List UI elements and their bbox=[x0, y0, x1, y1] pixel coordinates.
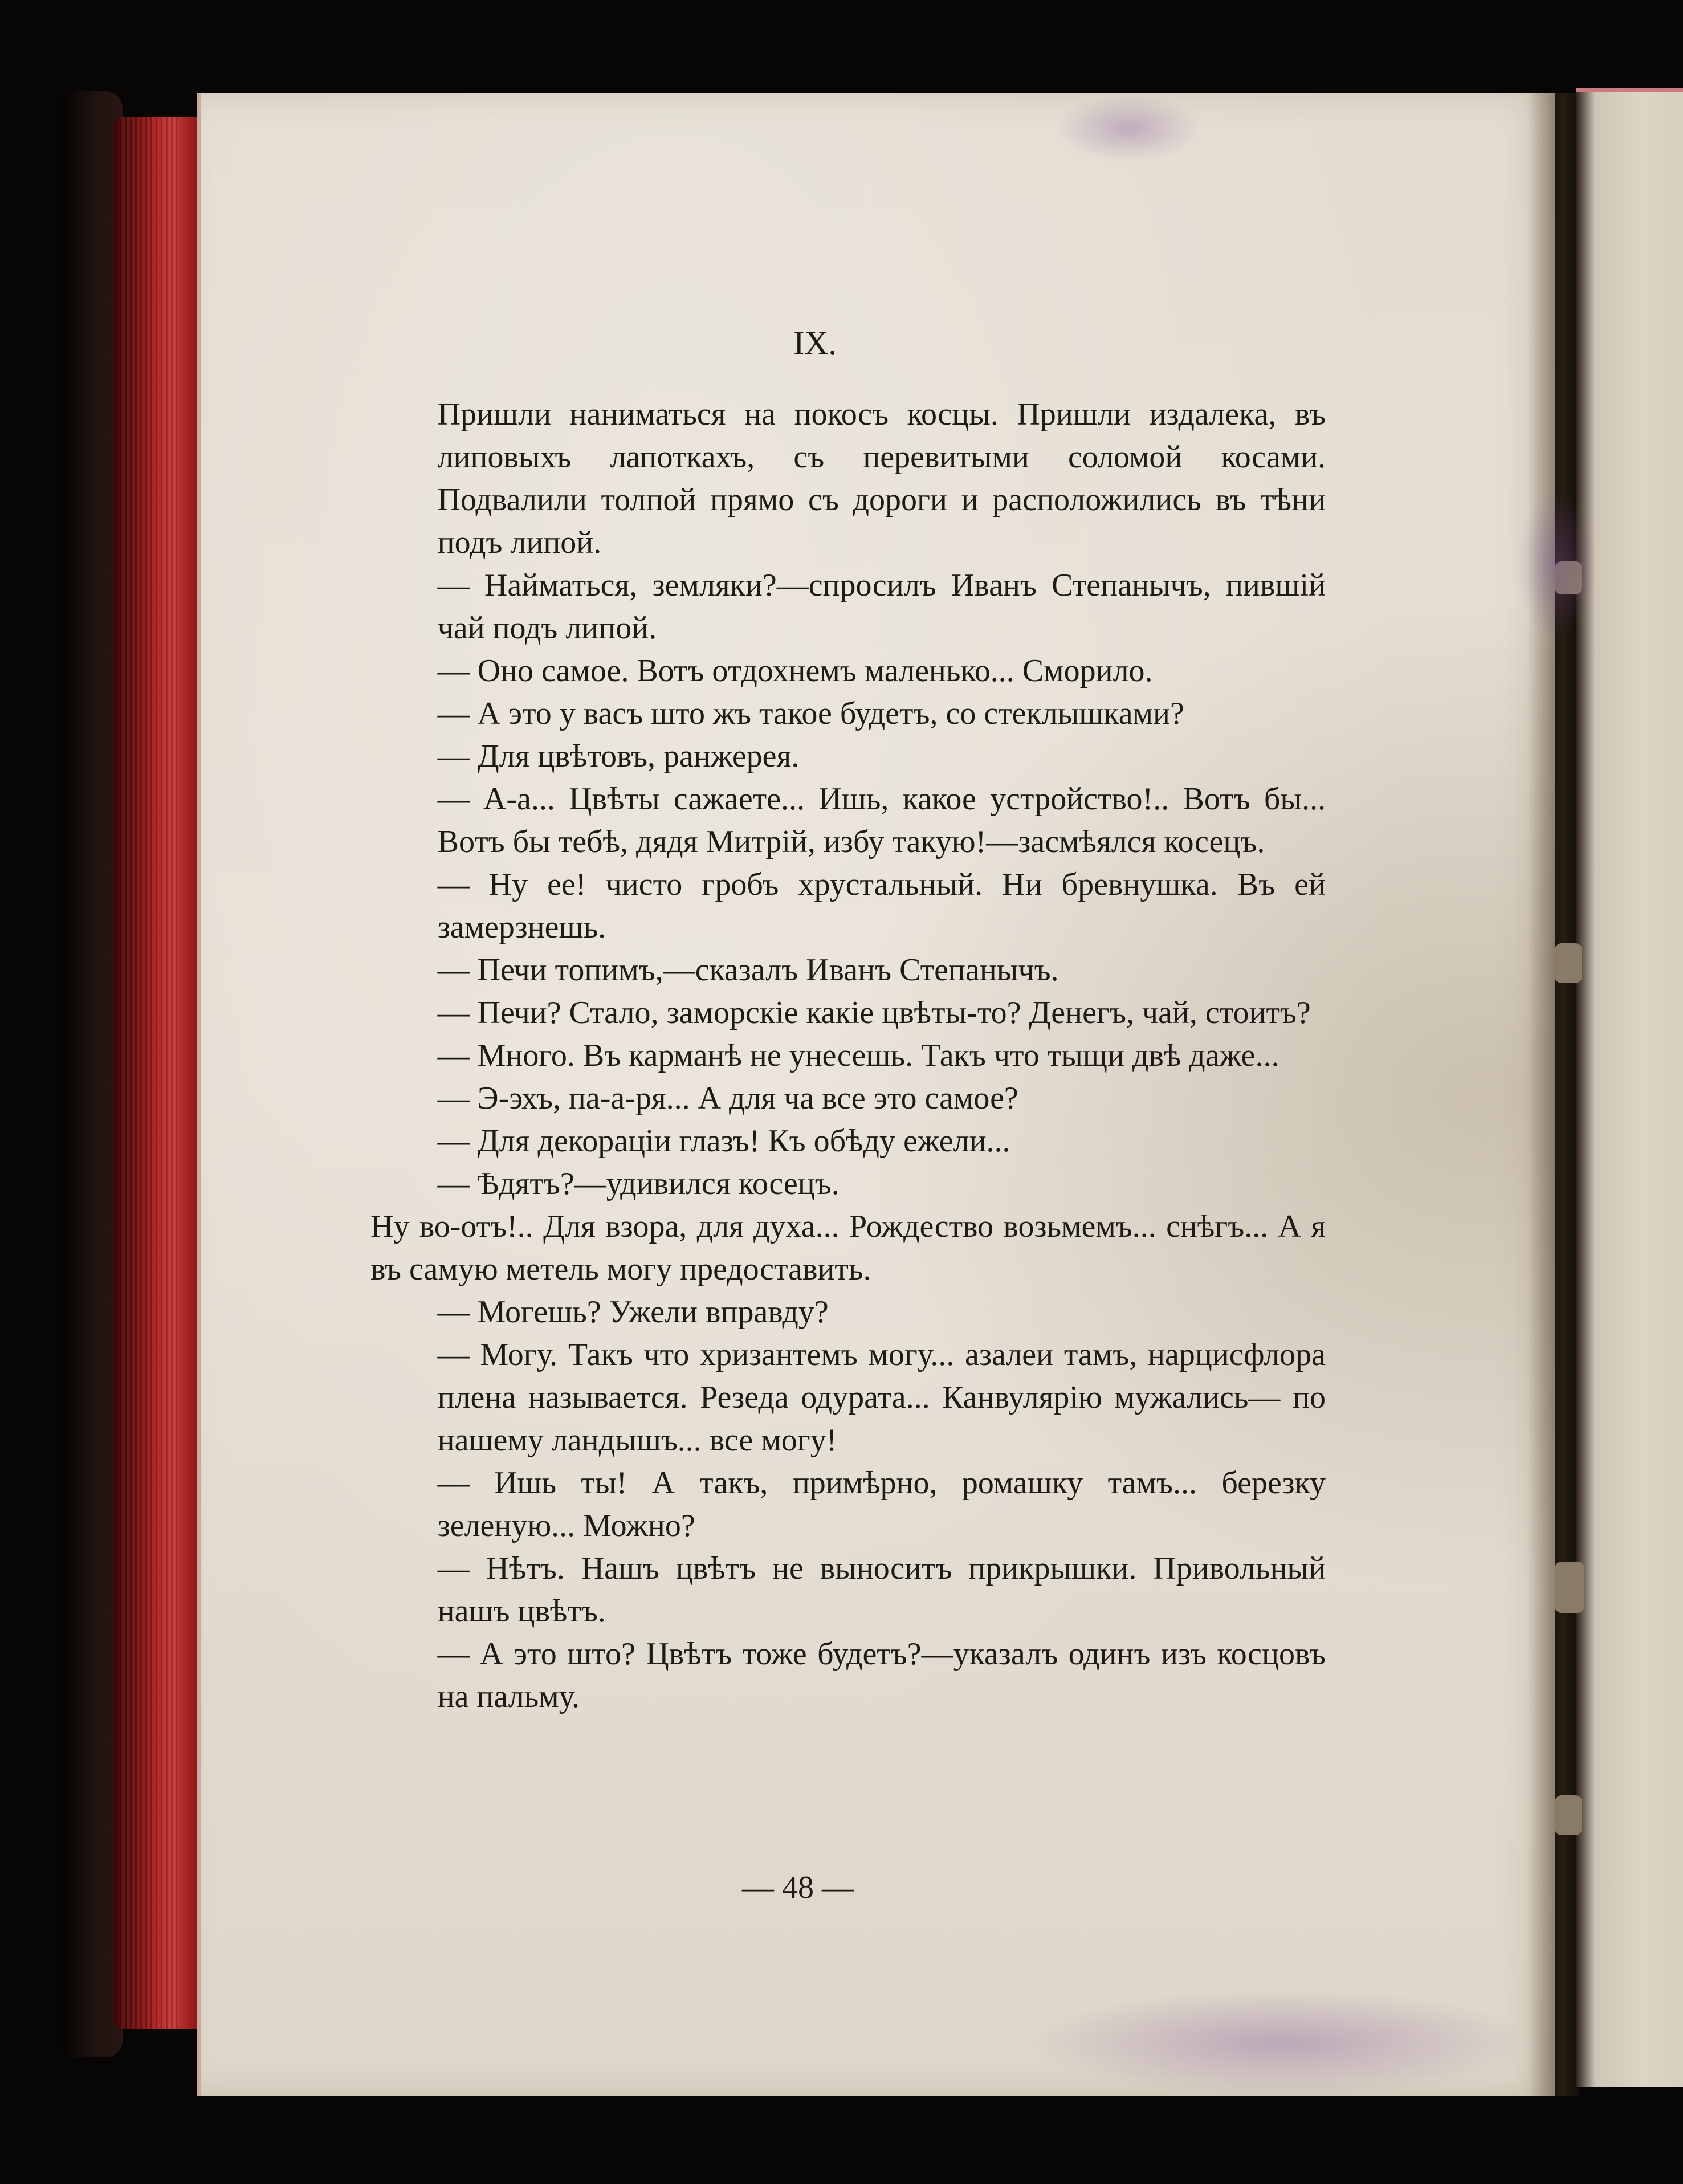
paragraph: — Ишь ты! А такъ, примѣрно, ромашку тамъ... березку зеленую... Можно? bbox=[437, 1465, 1326, 1543]
ink-stain bbox=[1054, 94, 1203, 162]
paragraph: — Ну ее! чисто гробъ хрустальный. Ни бревнушка. Въ ей замерзнешь. bbox=[437, 867, 1326, 945]
page-edges-red bbox=[113, 117, 198, 2029]
binding-thread bbox=[1555, 1795, 1582, 1835]
paragraph: — Для цвѣтовъ, ранжерея. bbox=[437, 739, 800, 774]
paragraph: — Могу. Такъ что хризантемъ могу... азалеи тамъ, нарцисфлора плена называется. Резеда одурата... Канвулярію мужались— по нашему ландышъ... все могу! bbox=[437, 1337, 1326, 1458]
paragraph: — Много. Въ карманѣ не унесешь. Такъ что тыщи двѣ даже... bbox=[437, 1038, 1279, 1073]
paragraph: — Для декораціи глазъ! Къ обѣду ежели... bbox=[437, 1123, 1010, 1159]
paragraph: — Нѣтъ. Нашъ цвѣтъ не выноситъ прикрышки. Привольный нашъ цвѣтъ. bbox=[437, 1551, 1326, 1629]
binding-thread bbox=[1555, 1562, 1584, 1613]
binding-thread bbox=[1555, 943, 1582, 983]
paragraph: — Печи? Стало, заморскіе какіе цвѣты-то? Денегъ, чай, стоитъ? bbox=[437, 995, 1311, 1030]
paragraph: — Оно самое. Вотъ отдохнемъ маленько... Сморило. bbox=[437, 653, 1153, 688]
ink-stain bbox=[1026, 1989, 1539, 2097]
paragraph: — А-а... Цвѣты сажаете... Ишь, какое устройство!.. Вотъ бы... Вотъ бы тебѣ, дядя Митрій, избу такую!—засмѣялся косецъ. bbox=[437, 781, 1326, 859]
paragraph: Пришли наниматься на покосъ косцы. Пришли издалека, въ липовыхъ лапоткахъ, съ перевитыми соломой косами. Подвалили толпой прямо съ дороги и расположились въ тѣни подъ липой. bbox=[437, 397, 1326, 560]
chapter-heading: IX. bbox=[793, 324, 837, 361]
paragraph: — Печи топимъ,—сказалъ Иванъ Степанычъ. bbox=[437, 952, 1059, 988]
ink-stain bbox=[1516, 490, 1596, 638]
paragraph: — Ѣдятъ?—удивился косецъ. bbox=[437, 1166, 840, 1201]
facing-page-edge bbox=[1576, 88, 1683, 2087]
paragraph: — Э-эхъ, па-а-ря... А для ча все это самое? bbox=[437, 1081, 1018, 1116]
page-number: — 48 — bbox=[742, 1870, 854, 1905]
page-text bbox=[370, 319, 1326, 1718]
paragraph: — Найматься, земляки?—спросилъ Иванъ Степанычъ, пившій чай подъ липой. bbox=[437, 568, 1326, 646]
paragraph: Ну во-отъ!.. Для взора, для духа... Рождество возьмемъ... снѣгъ... А я въ самую метель могу предоставить. bbox=[370, 1209, 1326, 1287]
paragraph: — А это што? Цвѣтъ тоже будетъ?—указалъ одинъ изъ косцовъ на пальму. bbox=[437, 1636, 1326, 1714]
paragraph: — Могешь? Ужели вправду? bbox=[437, 1294, 829, 1330]
paragraph: — А это у васъ што жъ такое будетъ, со стеклышками? bbox=[437, 696, 1184, 731]
